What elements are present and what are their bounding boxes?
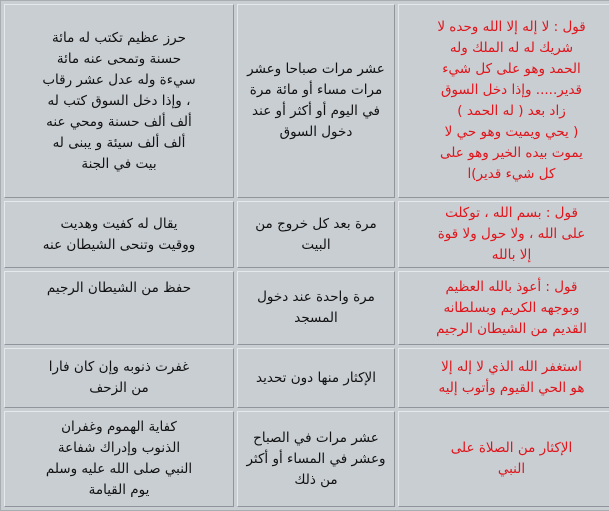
count-text-line: عشر مرات في الصباح <box>253 429 379 446</box>
table-row <box>4 348 609 408</box>
reward-text-line: ألف ألف حسنة ومحي عنه <box>46 113 192 130</box>
count-text-line: مرة واحدة عند دخول <box>257 289 375 305</box>
dhikr-text-line: وبوجهه الكريم وبسلطانه <box>443 299 580 316</box>
dhikr-text-line: قدير..... وإذا دخل السوق <box>440 82 583 98</box>
reward-text-line: حسنة وتمحى عنه مائة <box>56 50 182 67</box>
dhikr-text-line: ( يحي ويميت وهو حي لا <box>444 124 579 140</box>
count-text-line: وعشر في المساء أو أكثر <box>246 450 386 467</box>
count-text-line: مرة بعد كل خروج من <box>255 215 377 232</box>
reward-text-line: ووقيت وتنحى الشيطان عنه <box>42 236 196 253</box>
count-cell <box>237 271 395 345</box>
reward-text-line: كفاية الهموم وغفران <box>61 419 177 435</box>
reward-text-line: النبي صلى الله عليه وسلم <box>45 461 193 477</box>
count-cell <box>237 4 395 198</box>
dhikr-text-line: النبي <box>497 461 526 477</box>
dhikr-cell <box>398 201 609 268</box>
reward-cell <box>4 4 234 198</box>
count-cell <box>237 201 395 268</box>
dhikr-cell <box>398 348 609 408</box>
count-text-line: في اليوم أو أكثر أو عند <box>252 103 380 119</box>
reward-text-line: ، وإذا دخل السوق كتب له <box>47 92 191 109</box>
dhikr-text-line: إلا بالله <box>491 247 532 263</box>
count-text-line: من ذلك <box>294 471 338 488</box>
count-cell <box>237 411 395 507</box>
dhikr-text-line: كل شيء قدير)ا <box>467 166 556 182</box>
dhikr-text-line: القديم من الشيطان الرجيم <box>436 320 587 337</box>
count-cell <box>237 348 395 408</box>
dhikr-text-line: قول : بسم الله ، توكلت <box>445 205 578 221</box>
table-row <box>4 271 609 345</box>
reward-text-line: الذنوب وإدراك شفاعة <box>57 440 181 456</box>
dhikr-text-line: شريك له له الملك وله <box>449 40 574 56</box>
reward-text-line: ألف ألف سيئة و يبنى له <box>52 134 186 151</box>
dhikr-text-line: قول : أعوذ بالله العظيم <box>445 278 578 295</box>
reward-text-line: غفرت ذنوبه وإن كان فارا <box>48 359 190 375</box>
reward-text-line: حرز عظيم تكتب له مائة <box>52 29 186 46</box>
count-text-line: الإكثار منها دون تحديد <box>256 369 376 386</box>
table-row <box>4 4 609 198</box>
dhikr-cell <box>398 4 609 198</box>
dhikr-text-line: الحمد وهو على كل شيء <box>442 61 581 77</box>
reward-text-line: يوم القيامة <box>88 482 150 498</box>
reward-cell <box>4 348 234 408</box>
dhikr-cell <box>398 271 609 345</box>
reward-text-line: سيءة وله عدل عشر رقاب <box>42 71 196 88</box>
reward-text-line: من الزحف <box>89 380 149 396</box>
dhikr-text-line: هو الحي القيوم وأتوب إليه <box>438 380 585 396</box>
count-text-line: دخول السوق <box>279 124 353 140</box>
dhikr-text-line: يموت بيده الخير وهو على <box>440 145 583 161</box>
dhikr-text-line: استغفر الله الذي لا إله إلا <box>441 359 582 375</box>
table-row <box>4 201 609 268</box>
dhikr-text-line: قول : لا إله إلا الله وحده لا <box>437 19 586 35</box>
count-text-line: البيت <box>301 236 331 253</box>
dhikr-text-line: الإكثار من الصلاة على <box>450 440 573 456</box>
adhkar-table-body <box>4 4 609 507</box>
reward-text-line: بيت في الجنة <box>81 155 157 172</box>
dhikr-text-line: زاد بعد ( له الحمد ) <box>457 103 566 119</box>
dhikr-text-line: على الله ، ولا حول ولا قوة <box>437 226 586 242</box>
table-row <box>4 411 609 507</box>
reward-cell <box>4 271 234 345</box>
reward-cell <box>4 411 234 507</box>
reward-cell <box>4 201 234 268</box>
count-text-line: عشر مرات صباحا وعشر <box>247 61 385 77</box>
reward-text-line: يقال له كفيت وهديت <box>60 215 178 232</box>
dhikr-cell <box>398 411 609 507</box>
reward-text-line: حفظ من الشيطان الرجيم <box>46 280 192 296</box>
count-text-line: المسجد <box>294 310 338 326</box>
count-text-line: مرات مساء أو مائة مرة <box>249 82 383 98</box>
